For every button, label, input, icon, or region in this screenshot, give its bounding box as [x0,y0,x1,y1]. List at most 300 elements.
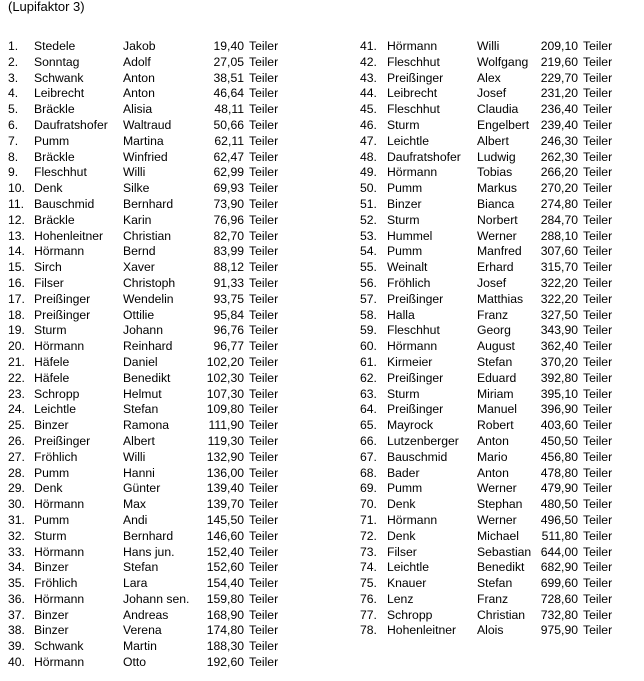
teiler-value-cell: 154,40 [206,576,244,591]
unit-cell: Teiler [249,54,279,69]
lastname-cell: Fröhlich [387,275,431,290]
teiler-value-cell: 91,33 [213,275,244,290]
firstname-cell: Stefan [477,576,513,591]
unit-cell: Teiler [249,481,279,496]
firstname-cell: Max [123,497,147,512]
lastname-cell: Hohenleitner [387,623,457,638]
lastname-cell: Bauschmid [34,196,95,211]
firstname-cell: Bernhard [123,196,174,211]
unit-cell: Teiler [583,260,613,275]
rank-cell: 69. [360,481,377,496]
unit-cell: Teiler [249,102,279,117]
teiler-value-cell: 395,10 [540,386,578,401]
lastname-cell: Leichtle [34,402,77,417]
firstname-cell: Manuel [477,402,517,417]
unit-cell: Teiler [249,576,279,591]
unit-cell: Teiler [583,386,613,401]
firstname-cell: Anton [123,70,155,85]
unit-cell: Teiler [583,86,613,101]
unit-cell: Teiler [583,370,613,385]
teiler-value-cell: 209,10 [540,39,578,53]
rank-cell: 34. [8,560,25,575]
rank-cell: 42. [360,54,377,69]
lastname-cell: Preißinger [34,307,91,322]
teiler-value-cell: 322,20 [540,291,578,306]
lastname-cell: Denk [387,497,416,512]
firstname-cell: Adolf [123,54,151,69]
rank-cell: 51. [360,196,377,211]
firstname-cell: Benedikt [123,370,171,385]
firstname-cell: Eduard [477,370,517,385]
firstname-cell: Ludwig [477,149,516,164]
lastname-cell: Preißinger [387,402,444,417]
firstname-cell: Hanni [123,465,155,480]
firstname-cell: Stefan [123,402,159,417]
firstname-cell: Miriam [477,386,514,401]
firstname-cell: Franz [477,591,509,606]
lastname-cell: Sturm [387,212,420,227]
lastname-cell: Hörmann [34,244,85,259]
rank-cell: 47. [360,133,377,148]
teiler-value-cell: 479,90 [540,481,578,496]
firstname-cell: Günter [123,481,161,496]
teiler-value-cell: 62,99 [213,165,244,180]
unit-cell: Teiler [249,544,279,559]
lastname-cell: Binzer [34,560,69,575]
rank-cell: 16. [8,275,25,290]
firstname-cell: Alex [477,70,501,85]
unit-cell: Teiler [583,339,613,354]
firstname-cell: Ramona [123,418,170,433]
teiler-value-cell: 62,11 [214,133,244,148]
firstname-cell: Willi [477,39,500,53]
unit-cell: Teiler [249,465,279,480]
rank-cell: 37. [8,607,25,622]
lastname-cell: Pumm [387,181,423,196]
teiler-value-cell: 19,40 [213,39,244,53]
firstname-cell: Werner [477,228,517,243]
teiler-value-cell: 284,70 [540,212,578,227]
unit-cell: Teiler [583,212,613,227]
firstname-cell: Engelbert [477,117,530,132]
firstname-cell: Martina [123,133,164,148]
firstname-cell: Manfred [477,244,522,259]
teiler-value-cell: 95,84 [213,307,244,322]
firstname-cell: Albert [477,133,509,148]
unit-cell: Teiler [249,323,279,338]
unit-cell: Teiler [583,307,613,322]
lastname-cell: Hörmann [34,591,85,606]
unit-cell: Teiler [583,576,613,591]
teiler-value-cell: 88,12 [213,260,244,275]
rank-cell: 57. [360,291,377,306]
teiler-value-cell: 246,30 [540,133,578,148]
rank-cell: 70. [360,497,377,512]
unit-cell: Teiler [249,386,279,401]
teiler-value-cell: 111,90 [208,418,244,433]
lastname-cell: Mayrock [387,418,434,433]
teiler-value-cell: 145,50 [206,512,244,527]
firstname-cell: Wolfgang [477,54,529,69]
rank-cell: 24. [8,402,25,417]
rank-cell: 20. [8,339,25,354]
unit-cell: Teiler [583,607,613,622]
lastname-cell: Denk [34,181,63,196]
unit-cell: Teiler [583,623,613,638]
teiler-value-cell: 69,93 [213,181,244,196]
unit-cell: Teiler [583,70,613,85]
teiler-value-cell: 262,30 [540,149,578,164]
teiler-value-cell: 456,80 [540,449,578,464]
lastname-cell: Sturm [387,386,420,401]
firstname-cell: Erhard [477,260,514,275]
lastname-cell: Hörmann [34,544,85,559]
unit-cell: Teiler [583,244,613,259]
teiler-value-cell: 219,60 [540,54,578,69]
unit-cell: Teiler [583,512,613,527]
firstname-cell: Josef [477,86,507,101]
unit-cell: Teiler [249,512,279,527]
lastname-cell: Schwank [34,70,84,85]
teiler-value-cell: 315,70 [540,260,578,275]
rank-cell: 66. [360,433,377,448]
firstname-cell: Franz [477,307,509,322]
teiler-value-cell: 38,51 [213,70,244,85]
rank-cell: 59. [360,323,377,338]
firstname-cell: Tobias [477,165,513,180]
lastname-cell: Denk [34,481,63,496]
firstname-cell: Albert [123,433,155,448]
lastname-cell: Hummel [387,228,433,243]
rank-cell: 61. [360,354,377,369]
unit-cell: Teiler [583,117,613,132]
lastname-cell: Sonntag [34,54,80,69]
firstname-cell: Winfried [123,149,168,164]
teiler-value-cell: 266,20 [540,165,578,180]
rank-cell: 14. [8,244,25,259]
firstname-cell: Andreas [123,607,169,622]
firstname-cell: Bernhard [123,528,174,543]
teiler-value-cell: 450,50 [540,433,578,448]
lastname-cell: Bauschmid [387,449,448,464]
lastname-cell: Fleschhut [387,323,440,338]
unit-cell: Teiler [583,449,613,464]
unit-cell: Teiler [249,497,279,512]
unit-cell: Teiler [249,260,279,275]
lastname-cell: Pumm [34,133,70,148]
firstname-cell: Robert [477,418,514,433]
teiler-value-cell: 96,76 [213,323,244,338]
rank-cell: 54. [360,244,377,259]
lastname-cell: Schropp [34,386,80,401]
lastname-cell: Leibrecht [387,86,438,101]
teiler-value-cell: 152,60 [206,560,244,575]
lastname-cell: Bräckle [34,149,75,164]
rank-cell: 8. [8,149,19,164]
teiler-value-cell: 392,80 [540,370,578,385]
rank-cell: 68. [360,465,377,480]
rank-cell: 30. [8,497,25,512]
firstname-cell: Anton [123,86,155,101]
unit-cell: Teiler [249,149,279,164]
rank-cell: 60. [360,339,377,354]
rank-cell: 46. [360,117,377,132]
rank-cell: 33. [8,544,25,559]
unit-cell: Teiler [583,544,613,559]
unit-cell: Teiler [583,275,613,290]
rank-cell: 5. [8,102,19,117]
teiler-value-cell: 96,77 [213,339,244,354]
unit-cell: Teiler [249,560,279,575]
teiler-value-cell: 327,50 [540,307,578,322]
rank-cell: 41. [360,39,377,53]
firstname-cell: Martin [123,639,157,654]
unit-cell: Teiler [249,70,279,85]
rank-cell: 78. [360,623,377,638]
unit-cell: Teiler [583,54,613,69]
rank-cell: 18. [8,307,25,322]
rank-cell: 53. [360,228,377,243]
lastname-cell: Preißinger [387,70,444,85]
lastname-cell: Sturm [34,528,67,543]
unit-cell: Teiler [583,402,613,417]
rank-cell: 32. [8,528,25,543]
unit-cell: Teiler [249,354,279,369]
lastname-cell: Schropp [387,607,433,622]
lastname-cell: Hörmann [387,512,438,527]
firstname-cell: Claudia [477,102,519,117]
firstname-cell: Norbert [477,212,518,227]
firstname-cell: Xaver [123,260,155,275]
teiler-value-cell: 478,80 [540,465,578,480]
unit-cell: Teiler [583,465,613,480]
unit-cell: Teiler [249,623,279,638]
rank-cell: 73. [360,544,377,559]
rank-cell: 50. [360,181,377,196]
lastname-cell: Stedele [34,39,76,53]
firstname-cell: Daniel [123,354,158,369]
unit-cell: Teiler [249,228,279,243]
rank-cell: 35. [8,576,25,591]
unit-cell: Teiler [583,102,613,117]
unit-cell: Teiler [583,196,613,211]
rank-cell: 28. [8,465,25,480]
rank-cell: 65. [360,418,377,433]
unit-cell: Teiler [249,181,279,196]
lastname-cell: Hörmann [387,339,438,354]
teiler-value-cell: 73,90 [213,196,244,211]
rank-cell: 39. [8,639,25,654]
unit-cell: Teiler [583,149,613,164]
unit-cell: Teiler [583,228,613,243]
teiler-value-cell: 102,30 [206,370,244,385]
rank-cell: 72. [360,528,377,543]
teiler-value-cell: 109,80 [206,402,244,417]
lastname-cell: Kirmeier [387,354,433,369]
firstname-cell: Helmut [123,386,162,401]
unit-cell: Teiler [249,418,279,433]
unit-cell: Teiler [583,181,613,196]
unit-cell: Teiler [249,39,279,53]
rank-cell: 55. [360,260,377,275]
firstname-cell: Werner [477,481,517,496]
teiler-value-cell: 370,20 [540,354,578,369]
firstname-cell: Hans jun. [123,544,175,559]
unit-cell: Teiler [583,354,613,369]
rank-cell: 74. [360,560,377,575]
rank-cell: 29. [8,481,25,496]
rank-cell: 13. [8,228,25,243]
teiler-value-cell: 139,40 [206,481,244,496]
unit-cell: Teiler [249,133,279,148]
unit-cell: Teiler [249,402,279,417]
teiler-value-cell: 152,40 [206,544,244,559]
firstname-cell: Willi [123,165,146,180]
rank-cell: 10. [8,181,25,196]
rank-cell: 22. [8,370,25,385]
rank-cell: 36. [8,591,25,606]
firstname-cell: Mario [477,449,508,464]
rank-cell: 17. [8,291,25,306]
lastname-cell: Hörmann [34,655,85,670]
unit-cell: Teiler [583,560,613,575]
lastname-cell: Preißinger [387,291,444,306]
rank-cell: 19. [8,323,25,338]
rank-cell: 75. [360,576,377,591]
firstname-cell: Stefan [477,354,513,369]
lastname-cell: Sturm [34,323,67,338]
unit-cell: Teiler [249,196,279,211]
unit-cell: Teiler [249,528,279,543]
firstname-cell: Christoph [123,275,176,290]
firstname-cell: Anton [477,433,509,448]
teiler-value-cell: 132,90 [206,449,244,464]
lastname-cell: Hörmann [387,39,438,53]
firstname-cell: Lara [123,576,148,591]
rank-cell: 1. [8,39,19,53]
rank-cell: 27. [8,449,25,464]
unit-cell: Teiler [249,655,279,670]
unit-cell: Teiler [249,591,279,606]
teiler-value-cell: 403,60 [540,418,578,433]
firstname-cell: Michael [477,528,519,543]
lastname-cell: Lenz [387,591,414,606]
teiler-value-cell: 307,60 [540,244,578,259]
rank-cell: 11. [8,196,25,211]
rank-cell: 62. [360,370,377,385]
lastname-cell: Leichtle [387,560,430,575]
teiler-value-cell: 82,70 [213,228,244,243]
firstname-cell: Matthias [477,291,524,306]
teiler-value-cell: 27,05 [213,54,244,69]
firstname-cell: Otto [123,655,147,670]
rank-cell: 45. [360,102,377,117]
lastname-cell: Filser [387,544,417,559]
firstname-cell: Reinhard [123,339,173,354]
rank-cell: 52. [360,212,377,227]
firstname-cell: Ottilie [123,307,155,322]
teiler-value-cell: 728,60 [540,591,578,606]
unit-cell: Teiler [583,591,613,606]
teiler-value-cell: 83,99 [213,244,244,259]
lastname-cell: Pumm [34,512,70,527]
lastname-cell: Preißinger [34,291,91,306]
teiler-value-cell: 50,66 [213,117,244,132]
firstname-cell: Christian [123,228,172,243]
teiler-value-cell: 236,40 [540,102,578,117]
teiler-value-cell: 511,80 [541,528,578,543]
teiler-value-cell: 732,80 [540,607,578,622]
firstname-cell: Wendelin [123,291,174,306]
unit-cell: Teiler [249,212,279,227]
lastname-cell: Fleschhut [34,165,87,180]
lastname-cell: Häfele [34,370,70,385]
unit-cell: Teiler [583,39,613,53]
unit-cell: Teiler [249,244,279,259]
unit-cell: Teiler [583,528,613,543]
rank-cell: 63. [360,386,377,401]
unit-cell: Teiler [583,481,613,496]
unit-cell: Teiler [249,165,279,180]
firstname-cell: Andi [123,512,148,527]
unit-cell: Teiler [249,370,279,385]
rank-cell: 21. [8,354,25,369]
teiler-value-cell: 480,50 [540,497,578,512]
rank-cell: 64. [360,402,377,417]
rank-cell: 77. [360,607,377,622]
lastname-cell: Weinalt [387,260,428,275]
unit-cell: Teiler [249,291,279,306]
lastname-cell: Fleschhut [387,102,440,117]
firstname-cell: Waltraud [123,117,172,132]
firstname-cell: Alisia [123,102,153,117]
teiler-value-cell: 699,60 [540,576,578,591]
lastname-cell: Fleschhut [387,54,440,69]
lastname-cell: Hörmann [387,165,438,180]
lastname-cell: Hohenleitner [34,228,104,243]
teiler-value-cell: 139,70 [206,497,244,512]
firstname-cell: Josef [477,275,507,290]
firstname-cell: Bernd [123,244,156,259]
lastname-cell: Binzer [34,418,69,433]
lastname-cell: Daufratshofer [387,149,461,164]
rank-cell: 56. [360,275,377,290]
firstname-cell: Markus [477,181,517,196]
teiler-value-cell: 136,00 [206,465,244,480]
teiler-value-cell: 496,50 [540,512,578,527]
rank-cell: 3. [8,70,19,85]
teiler-value-cell: 93,75 [213,291,244,306]
teiler-value-cell: 48,11 [214,102,244,117]
lastname-cell: Bräckle [34,212,75,227]
teiler-value-cell: 322,20 [540,275,578,290]
firstname-cell: Christian [477,607,526,622]
teiler-value-cell: 188,30 [206,639,244,654]
teiler-value-cell: 62,47 [213,149,244,164]
rank-cell: 7. [8,133,19,148]
lastname-cell: Filser [34,275,64,290]
unit-cell: Teiler [249,607,279,622]
teiler-value-cell: 274,80 [540,196,578,211]
rank-cell: 67. [360,449,377,464]
lastname-cell: Binzer [34,623,69,638]
lastname-cell: Denk [387,528,416,543]
lastname-cell: Häfele [34,354,70,369]
rank-cell: 15. [8,260,25,275]
rank-cell: 44. [360,86,377,101]
lastname-cell: Lutzenberger [387,433,459,448]
firstname-cell: Johann sen. [123,591,190,606]
